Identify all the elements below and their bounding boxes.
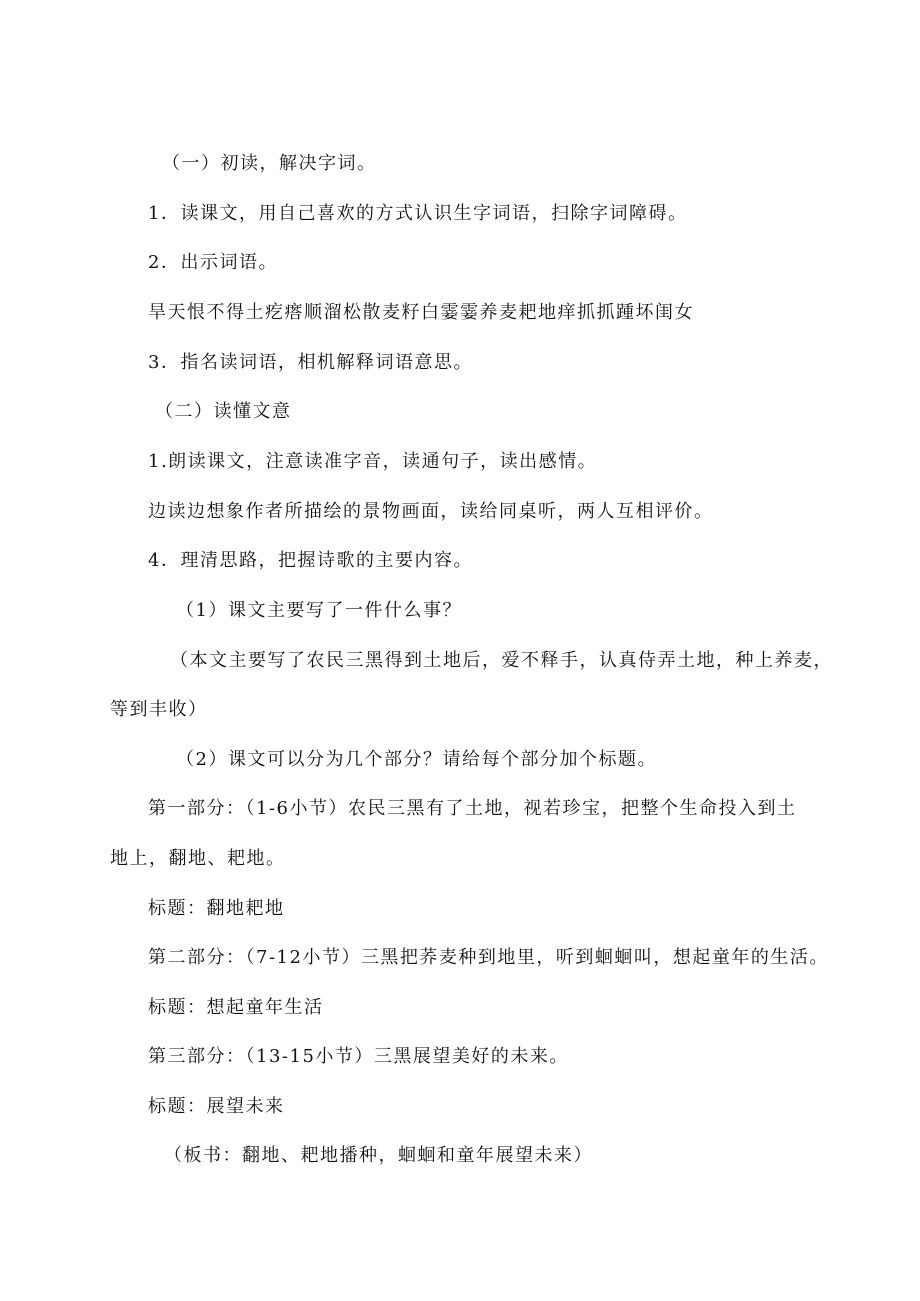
step-4-text: 4．理清思路，把握诗歌的主要内容。	[148, 550, 473, 571]
answer-1-line-2: 等到丰收）	[110, 699, 208, 720]
step-1-text: 1．读课文，用自己喜欢的方式认识生字词语，扫除字词障碍。	[148, 203, 688, 224]
section-heading-understanding: （二）读懂文意	[155, 401, 292, 422]
question-2: （2）课文可以分为几个部分？请给每个部分加个标题。	[176, 749, 657, 770]
blackboard-summary: （板书：翻地、耙地播种，蛔蛔和童年展望未来）	[164, 1145, 593, 1166]
question-1: （1）课文主要写了一件什么事？	[176, 600, 462, 621]
vocabulary-list: 旱天恨不得土疙瘩顺溜松散麦籽白霎霎养麦耙地痒抓抓踵坏闺女	[148, 302, 694, 323]
part-2-title: 标题：想起童年生活	[148, 997, 324, 1018]
part-2-text: 第二部分：（7-12小节）三黑把荞麦种到地里，听到蛔蛔叫，想起童年的生活。	[148, 947, 829, 968]
part-3-title: 标题：展望未来	[148, 1096, 285, 1117]
step-2-text: 2．出示词语。	[148, 252, 278, 273]
part-1-line-1: 第一部分：（1-6小节）农民三黑有了土地，视若珍宝，把整个生命投入到土	[148, 798, 797, 819]
reading-instruction-continued: 边读边想象作者所描绘的景物画面，读给同桌听，两人互相评价。	[148, 501, 714, 522]
part-1-line-2: 地上，翻地、耙地。	[110, 848, 286, 869]
reading-instruction: 1.朗读课文，注意读准字音，读通句子，读出感情。	[148, 451, 598, 472]
part-3-text: 第三部分：（13-15小节）三黑展望美好的未来。	[148, 1046, 569, 1067]
step-3-text: 3．指名读词语，相机解释词语意思。	[148, 352, 473, 373]
section-heading-first-reading: （一）初读，解决字词。	[162, 153, 377, 174]
part-1-title: 标题：翻地耙地	[148, 898, 285, 919]
answer-1-line-1: （本文主要写了农民三黑得到土地后，爱不释手，认真侍弄土地，种上养麦，	[170, 650, 833, 671]
